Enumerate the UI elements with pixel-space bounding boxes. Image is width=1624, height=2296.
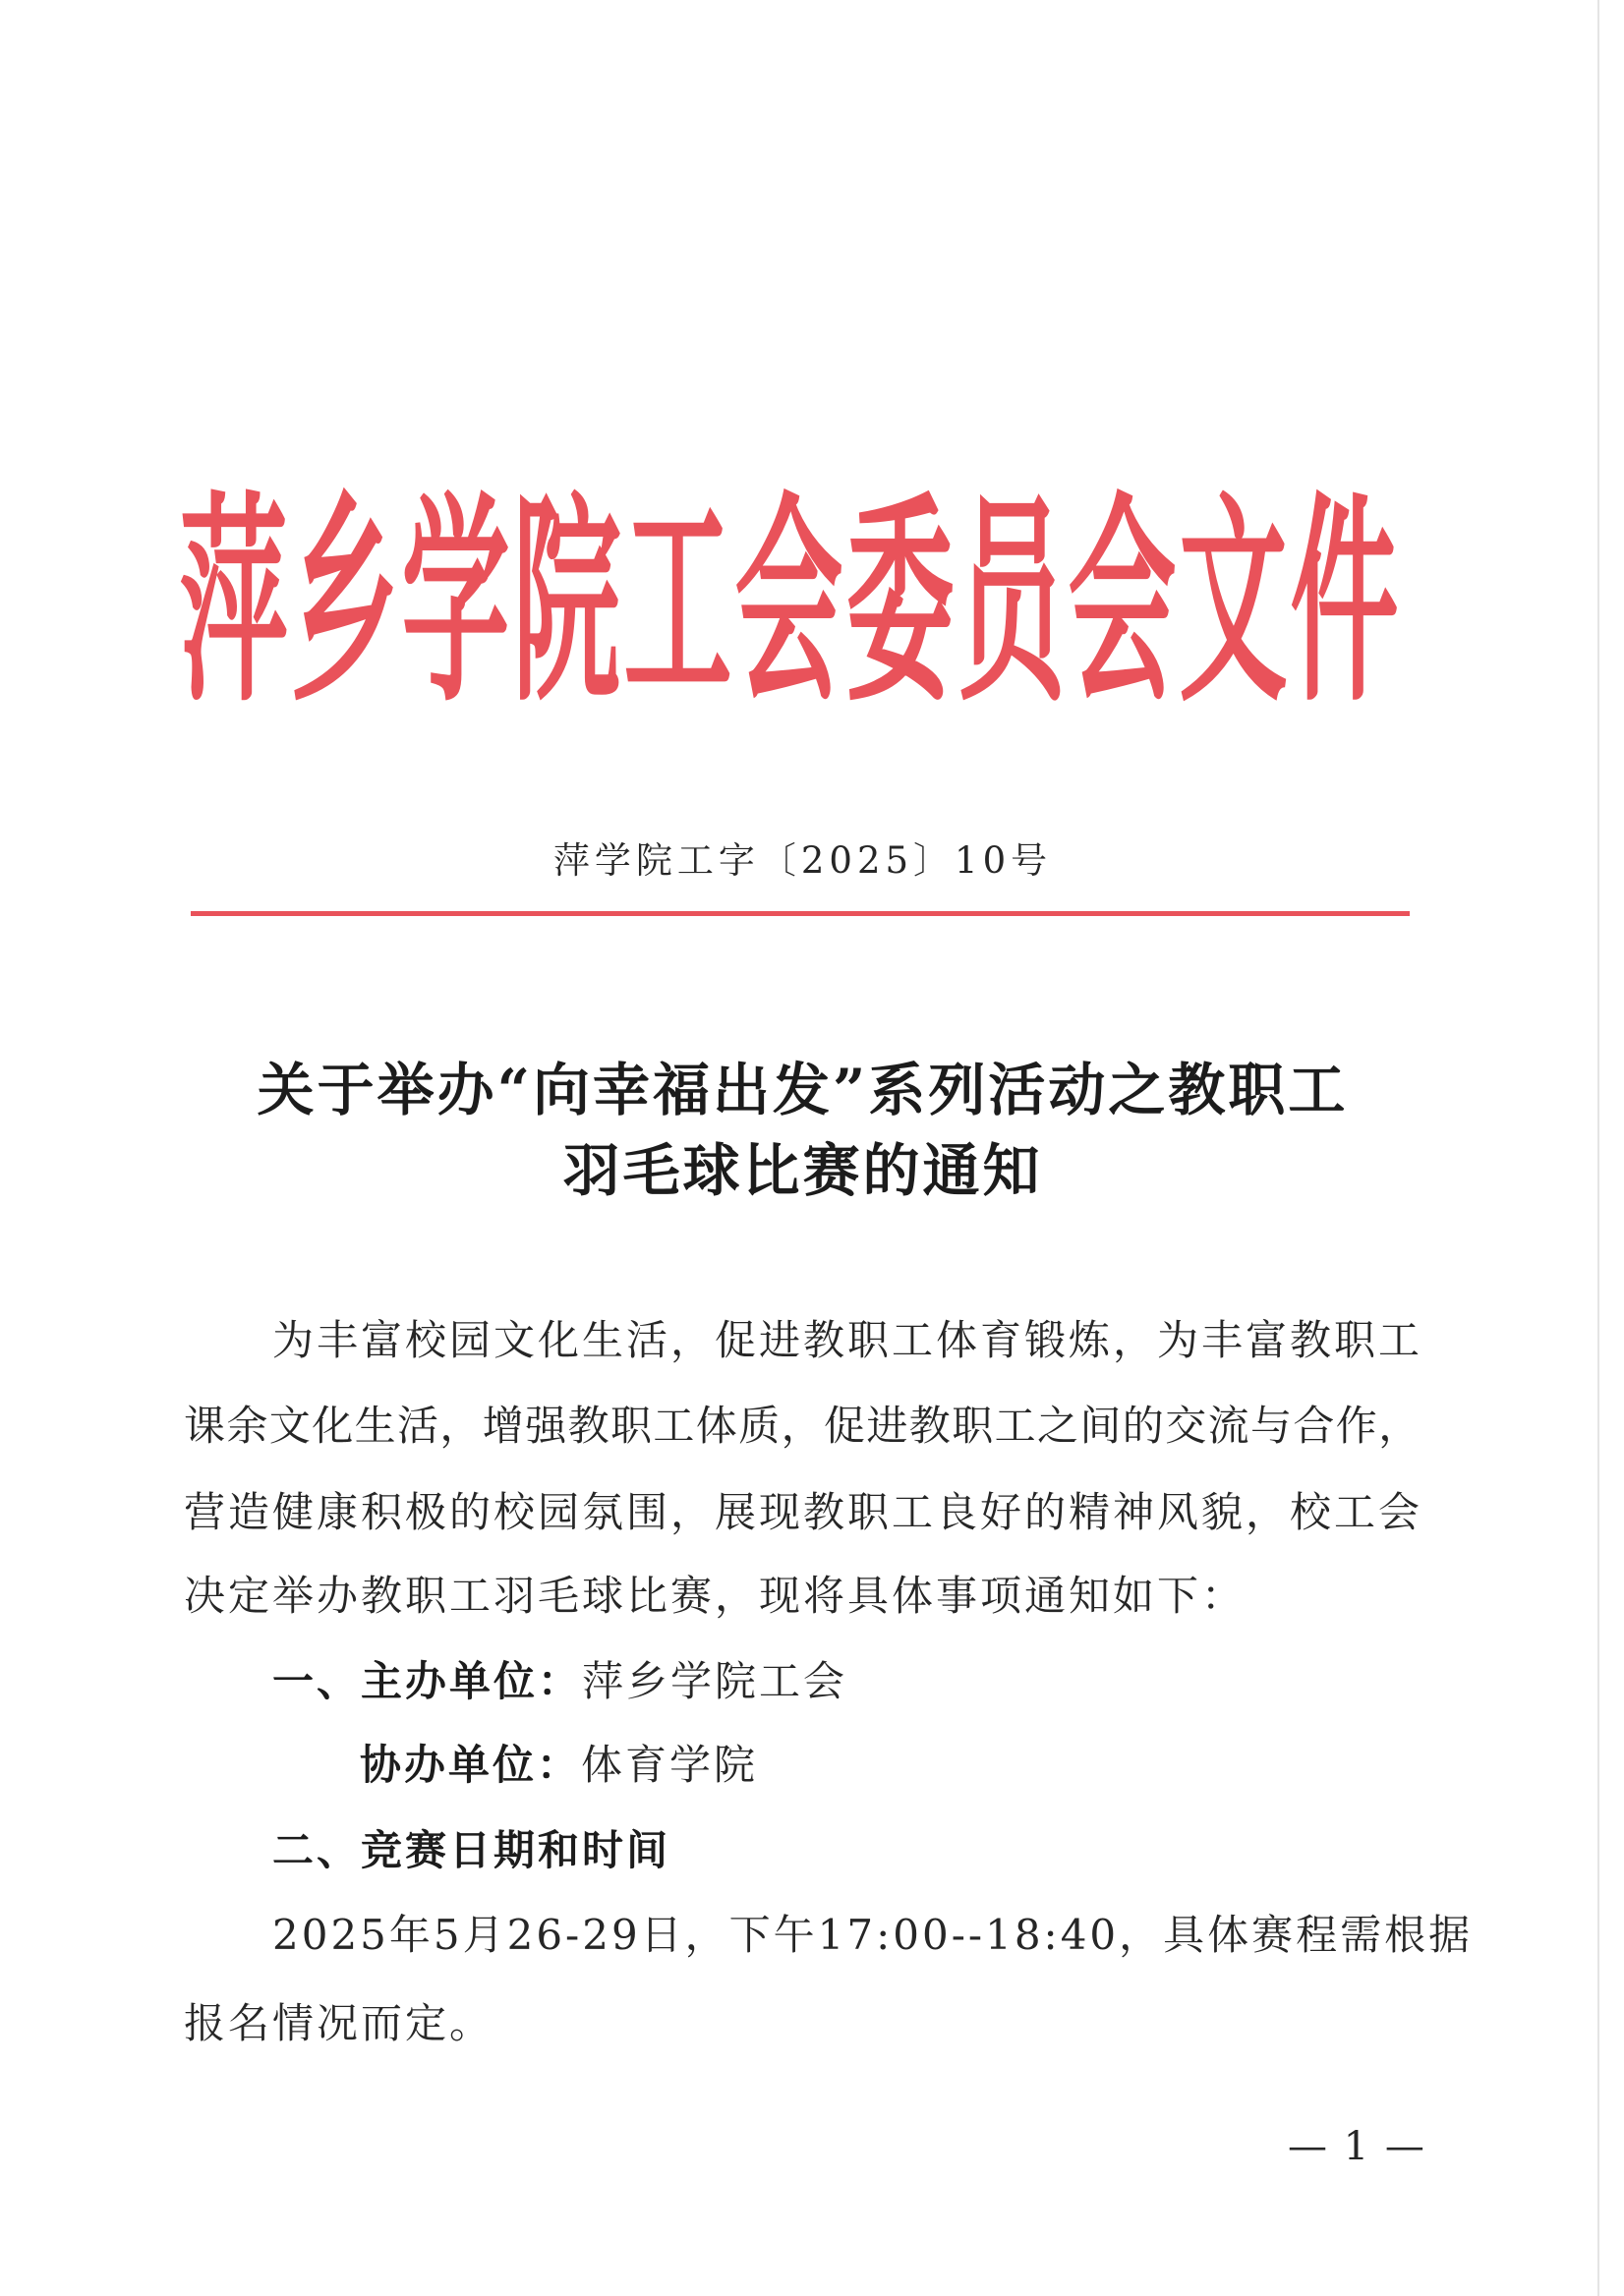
host-unit-label: 一、主办单位： xyxy=(272,1657,583,1705)
host-unit-line xyxy=(272,1652,847,1711)
intro-line-4: 决定举办教职工羽毛球比赛，现将具体事项通知如下： xyxy=(184,1572,1247,1620)
intro-line-1: 为丰富校园文化生活，促进教职工体育锻炼，为丰富教职工 xyxy=(272,1316,1423,1364)
page-number: — 1 — xyxy=(1288,2124,1426,2169)
schedule-line-1: 2025年5月26-29日，下午17:00--18:40，具体赛程需根据 xyxy=(272,1911,1474,1959)
cohost-unit-line xyxy=(360,1736,758,1795)
host-unit-value: 萍乡学院工会 xyxy=(582,1657,848,1705)
cohost-unit-label: 协办单位： xyxy=(360,1741,582,1789)
scan-edge-line xyxy=(1597,0,1599,2296)
notice-title-line-2: 羽毛球比赛的通知 xyxy=(562,1137,1043,1204)
cohost-unit-value: 体育学院 xyxy=(581,1741,759,1789)
section-2-heading: 二、竞赛日期和时间 xyxy=(272,1826,671,1874)
intro-line-3: 营造健康积极的校园氛围，展现教职工良好的精神风貌，校工会 xyxy=(184,1488,1423,1536)
intro-line-2: 课余文化生活，增强教职工体质，促进教职工之间的交流与合作， xyxy=(184,1402,1421,1450)
red-separator-rule xyxy=(191,911,1410,916)
document-number: 萍学院工字〔2025〕10号 xyxy=(552,839,1053,882)
issuer-red-header: 萍乡学院工会委员会文件 xyxy=(179,471,1402,732)
notice-title-line-1: 关于举办“向幸福出发”系列活动之教职工 xyxy=(257,1057,1349,1123)
schedule-line-2: 报名情况而定。 xyxy=(184,1999,494,2047)
